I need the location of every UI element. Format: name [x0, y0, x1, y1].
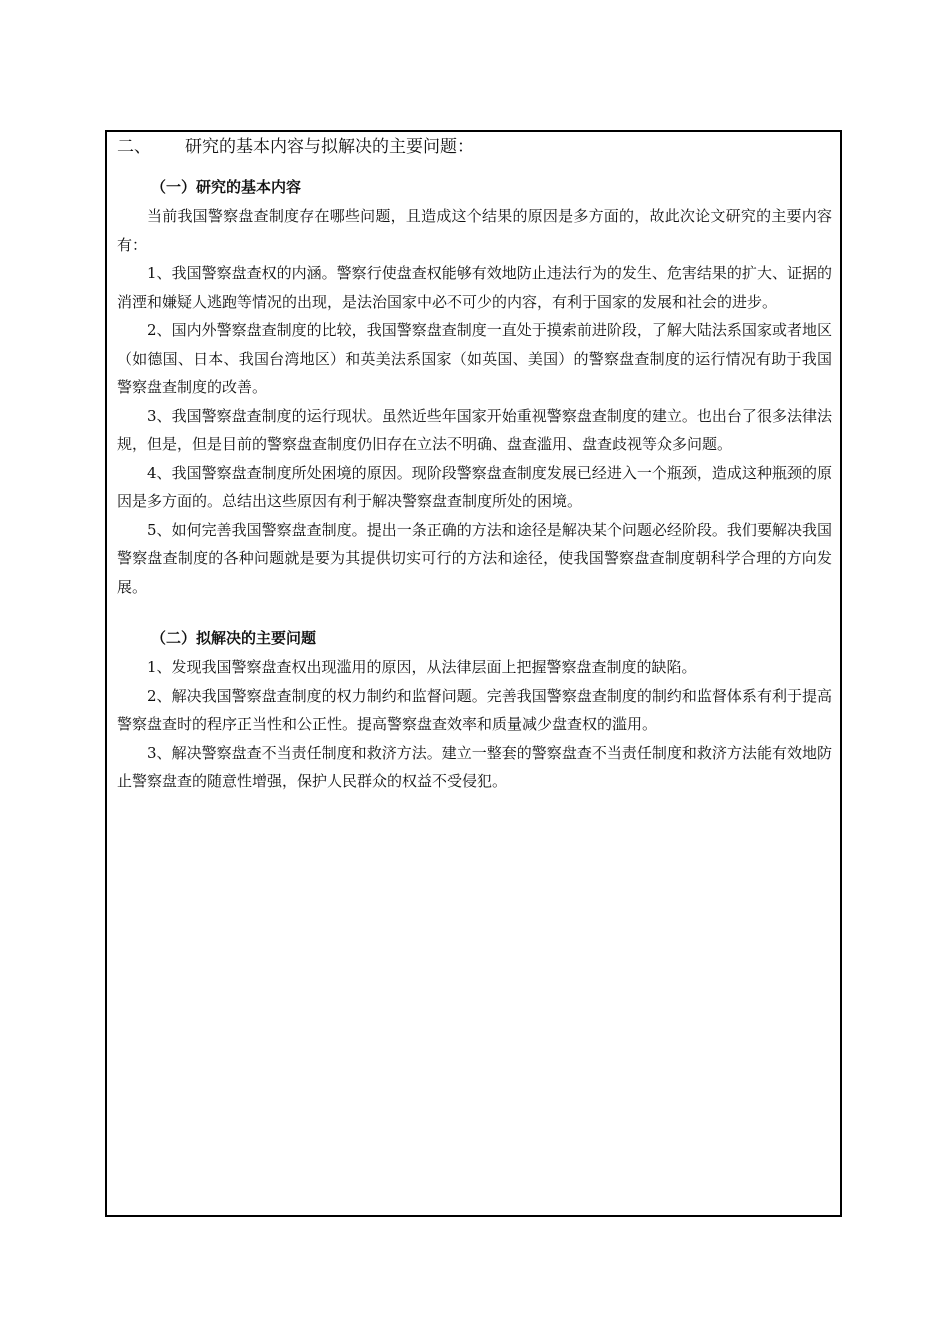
section-number: 二、: [117, 137, 151, 157]
part2-item-3: 3、解决警察盘查不当责任制度和救济方法。建立一整套的警察盘查不当责任制度和救济方法能有效地防止警察盘查的随意性增强，保护人民群众的权益不受侵犯。: [117, 743, 832, 790]
part1-intro-paragraph: 当前我国警察盘查制度存在哪些问题，且造成这个结果的原因是多方面的，故此次论文研究的主要内容有：: [117, 207, 832, 254]
section-title-text: 研究的基本内容与拟解决的主要问题：: [185, 137, 474, 157]
section-title: [117, 136, 832, 158]
part1-item-4: 4、我国警察盘查制度所处困境的原因。现阶段警察盘查制度发展已经进入一个瓶颈，造成这种瓶颈的原因是多方面的。总结出这些原因有利于解决警察盘查制度所处的困境。: [117, 463, 832, 510]
part1-item-1: 1、我国警察盘查权的内涵。警察行使盘查权能够有效地防止违法行为的发生、危害结果的扩大、证据的消湮和嫌疑人逃跑等情况的出现，是法治国家中必不可少的内容，有利于国家的发展和社会的进步。: [117, 264, 832, 311]
part1-item-3: 3、我国警察盘查制度的运行现状。虽然近些年国家开始重视警察盘查制度的建立。也出台了很多法律法规，但是，但是目前的警察盘查制度仍旧存在立法不明确、盘查滥用、盘查歧视等众多问题。: [117, 406, 832, 453]
spacer: [117, 601, 832, 627]
document-frame: [105, 130, 842, 1217]
part2-item-2: 2、解决我国警察盘查制度的权力制约和监督问题。完善我国警察盘查制度的制约和监督体系有利于提高警察盘查时的程序正当性和公正性。提高警察盘查效率和质量减少盘查权的滥用。: [117, 686, 832, 733]
document-content: [117, 136, 832, 796]
part1-heading: （一）研究的基本内容: [151, 178, 302, 196]
part2-item-1: 1、发现我国警察盘查权出现滥用的原因，从法律层面上把握警察盘查制度的缺陷。: [147, 658, 697, 676]
part2-heading: （二）拟解决的主要问题: [151, 629, 317, 647]
part1-item-5: 5、如何完善我国警察盘查制度。提出一条正确的方法和途径是解决某个问题必经阶段。我们要解决我国警察盘查制度的各种问题就是要为其提供切实可行的方法和途径，使我国警察盘查制度朝科学合理的方向发展。: [117, 520, 832, 596]
part1-item-2: 2、国内外警察盘查制度的比较，我国警察盘查制度一直处于摸索前进阶段，了解大陆法系国家或者地区（如德国、日本、我国台湾地区）和英美法系国家（如英国、美国）的警察盘查制度的运行情况有助于我国警察盘查制度的改善。: [117, 321, 832, 396]
